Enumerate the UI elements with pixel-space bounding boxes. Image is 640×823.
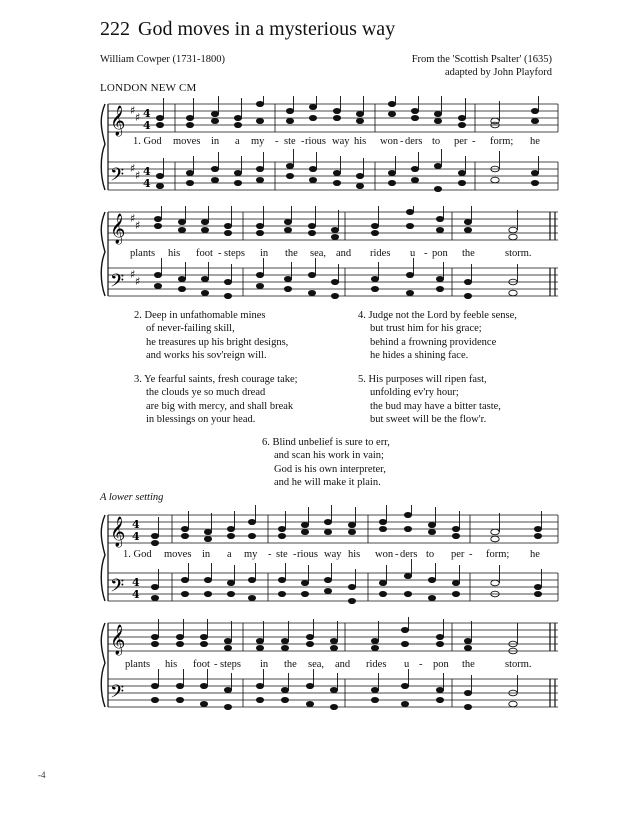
verse-6 bbox=[262, 436, 390, 489]
lyric-syllable: ders bbox=[405, 136, 423, 147]
verse-number: 2. bbox=[134, 310, 142, 321]
music-source-credit: From the 'Scottish Psalter' (1635) bbox=[411, 54, 552, 65]
lyric-syllable: - bbox=[419, 659, 423, 670]
svg-text:4: 4 bbox=[143, 177, 151, 190]
lyric-syllable: sea, bbox=[308, 659, 325, 670]
lyric-syllable: 1. God bbox=[123, 549, 152, 560]
svg-text:𝄢: 𝄢 bbox=[110, 576, 125, 601]
lyric-syllable: the bbox=[285, 248, 298, 259]
lyric-syllable: to bbox=[426, 549, 435, 560]
lyric-syllable: steps bbox=[224, 248, 245, 259]
author-credit: William Cowper (1731-1800) bbox=[100, 54, 225, 65]
verse-line: and scan his work in vain; bbox=[274, 450, 384, 462]
verse-line: are big with mercy, and shall break bbox=[146, 400, 294, 412]
svg-text:4: 4 bbox=[143, 119, 151, 132]
lyric-syllable: ders bbox=[400, 549, 418, 560]
lyric-syllable: - bbox=[472, 136, 476, 147]
lyric-syllable: and bbox=[335, 659, 351, 670]
lyric-syllable: the bbox=[462, 659, 475, 670]
lyric-syllable: his bbox=[168, 248, 181, 259]
lyric-syllable: - bbox=[469, 549, 473, 560]
svg-text:4: 4 bbox=[132, 588, 140, 601]
lyric-syllable: his bbox=[348, 549, 361, 560]
svg-text:♯: ♯ bbox=[135, 219, 141, 232]
verse-number: 3. bbox=[134, 374, 142, 385]
lyric-syllable: a bbox=[227, 549, 232, 560]
svg-text:4: 4 bbox=[143, 165, 151, 178]
verse-line: Blind unbelief is sure to err, bbox=[272, 437, 390, 448]
svg-text:♯: ♯ bbox=[130, 162, 136, 175]
lyric-syllable: foot bbox=[196, 248, 213, 259]
lyric-syllable: pon bbox=[433, 659, 449, 670]
svg-text:𝄢: 𝄢 bbox=[110, 682, 125, 707]
lyric-syllable: pon bbox=[432, 248, 448, 259]
lyric-syllable: rides bbox=[370, 248, 391, 259]
lyric-syllable: u bbox=[410, 248, 416, 259]
svg-text:4: 4 bbox=[132, 530, 140, 543]
lyric-syllable: form; bbox=[486, 549, 510, 560]
lyric-syllable: - bbox=[214, 659, 218, 670]
verse-number: 5. bbox=[358, 374, 366, 385]
verse-line: Judge not the Lord by feeble sense, bbox=[368, 310, 517, 321]
lyric-syllable: foot bbox=[193, 659, 210, 670]
lyric-syllable: 1. God bbox=[133, 136, 162, 147]
lyric-syllable: - bbox=[400, 136, 404, 147]
lyric-syllable: my bbox=[244, 549, 258, 560]
svg-text:♯: ♯ bbox=[130, 268, 136, 281]
lyric-syllable: storm. bbox=[505, 659, 532, 670]
lyric-syllable: ste bbox=[284, 136, 296, 147]
verse-number: 4. bbox=[358, 310, 366, 321]
lyric-syllable: storm. bbox=[505, 248, 532, 259]
lyric-syllable: sea, bbox=[310, 248, 327, 259]
lyric-syllable: he bbox=[530, 549, 540, 560]
verse-line: the bud may have a bitter taste, bbox=[370, 400, 501, 412]
lyric-syllable: form; bbox=[490, 136, 514, 147]
lyric-syllable: u bbox=[404, 659, 410, 670]
verse-line: God is his own interpreter, bbox=[274, 463, 386, 475]
lyric-syllable: the bbox=[284, 659, 297, 670]
lyric-syllable: - bbox=[395, 549, 399, 560]
lyric-syllable: a bbox=[235, 136, 240, 147]
verse-line: unfolding ev'ry hour; bbox=[370, 387, 459, 399]
verse-line: of never-failing skill, bbox=[146, 323, 235, 335]
svg-text:𝄞: 𝄞 bbox=[110, 625, 126, 655]
verse-2 bbox=[134, 309, 288, 362]
verse-4 bbox=[358, 309, 517, 362]
lyric-syllable: rides bbox=[366, 659, 387, 670]
svg-text:♯: ♯ bbox=[130, 212, 136, 225]
music-arranger-credit: adapted by John Playford bbox=[444, 67, 552, 78]
lyric-syllable: moves bbox=[164, 549, 192, 560]
lyric-syllable: his bbox=[354, 136, 367, 147]
verse-line: but sweet will be the flow'r. bbox=[370, 413, 487, 425]
lyric-syllable: plants bbox=[125, 659, 151, 670]
verse-line: His purposes will ripen fast, bbox=[368, 374, 487, 385]
svg-text:4: 4 bbox=[132, 576, 140, 589]
lyric-syllable: won bbox=[375, 549, 394, 560]
svg-text:𝄢: 𝄢 bbox=[110, 165, 125, 190]
lyric-syllable: - bbox=[275, 136, 279, 147]
svg-text:4: 4 bbox=[143, 107, 151, 120]
verse-line: and he will make it plain. bbox=[274, 476, 381, 488]
svg-text:♯: ♯ bbox=[130, 104, 136, 117]
lyric-syllable: in bbox=[211, 136, 220, 147]
lyric-syllable: steps bbox=[220, 659, 241, 670]
svg-text:𝄞: 𝄞 bbox=[110, 106, 126, 136]
verse-3 bbox=[134, 373, 298, 426]
verse-line: he hides a shining face. bbox=[370, 349, 469, 361]
lyric-syllable: way bbox=[324, 549, 342, 560]
verse-number: 6. bbox=[262, 437, 270, 448]
lyric-syllable: - bbox=[301, 136, 305, 147]
lyric-syllable: in bbox=[202, 549, 211, 560]
lyric-syllable: to bbox=[432, 136, 441, 147]
verse-line: he treasures up his bright designs, bbox=[146, 336, 289, 348]
svg-text:𝄞: 𝄞 bbox=[110, 517, 126, 547]
lyric-syllable: plants bbox=[130, 248, 156, 259]
lyric-syllable: his bbox=[165, 659, 178, 670]
tune-name: LONDON NEW CM bbox=[100, 82, 197, 94]
verse-line: the clouds ye so much dread bbox=[146, 387, 266, 399]
svg-text:𝄞: 𝄞 bbox=[110, 214, 126, 244]
lyric-syllable: - bbox=[268, 549, 272, 560]
verse-5 bbox=[358, 373, 501, 426]
lyric-syllable: rious bbox=[297, 549, 318, 560]
lyric-syllable: won bbox=[380, 136, 399, 147]
lyric-syllable: he bbox=[530, 136, 540, 147]
verse-line: and works his sov'reign will. bbox=[146, 349, 267, 361]
lyric-syllable: per bbox=[454, 136, 468, 147]
verse-line: Deep in unfathomable mines bbox=[144, 310, 266, 321]
music-system-1 bbox=[100, 96, 560, 201]
lyric-syllable: per bbox=[451, 549, 465, 560]
lyric-syllable: way bbox=[332, 136, 350, 147]
verse-line: behind a frowning providence bbox=[370, 336, 497, 348]
svg-text:𝄢: 𝄢 bbox=[110, 271, 125, 296]
verse-line: but trust him for his grace; bbox=[370, 323, 482, 335]
lyric-syllable: - bbox=[218, 248, 222, 259]
lyric-syllable: in bbox=[260, 248, 269, 259]
lyric-syllable: and bbox=[336, 248, 352, 259]
svg-text:♯: ♯ bbox=[135, 275, 141, 288]
lyric-syllable: in bbox=[260, 659, 269, 670]
lyric-syllable: the bbox=[462, 248, 475, 259]
lyric-syllable: rious bbox=[305, 136, 326, 147]
svg-text:4: 4 bbox=[132, 518, 140, 531]
verse-line: in blessings on your head. bbox=[146, 413, 256, 425]
verse-line: Ye fearful saints, fresh courage take; bbox=[144, 374, 298, 385]
lyric-syllable: ste bbox=[276, 549, 288, 560]
hymn-title: God moves in a mysterious way bbox=[138, 18, 396, 40]
hymn-number: 222 bbox=[100, 18, 130, 40]
lyric-syllable: - bbox=[293, 549, 297, 560]
lower-setting-label: A lower setting bbox=[100, 492, 164, 503]
lyric-syllable: my bbox=[251, 136, 265, 147]
lyric-syllable: - bbox=[424, 248, 428, 259]
svg-text:♯: ♯ bbox=[135, 169, 141, 182]
lyric-syllable: moves bbox=[173, 136, 201, 147]
svg-text:♯: ♯ bbox=[135, 111, 141, 124]
margin-mark: -4 bbox=[38, 770, 46, 780]
